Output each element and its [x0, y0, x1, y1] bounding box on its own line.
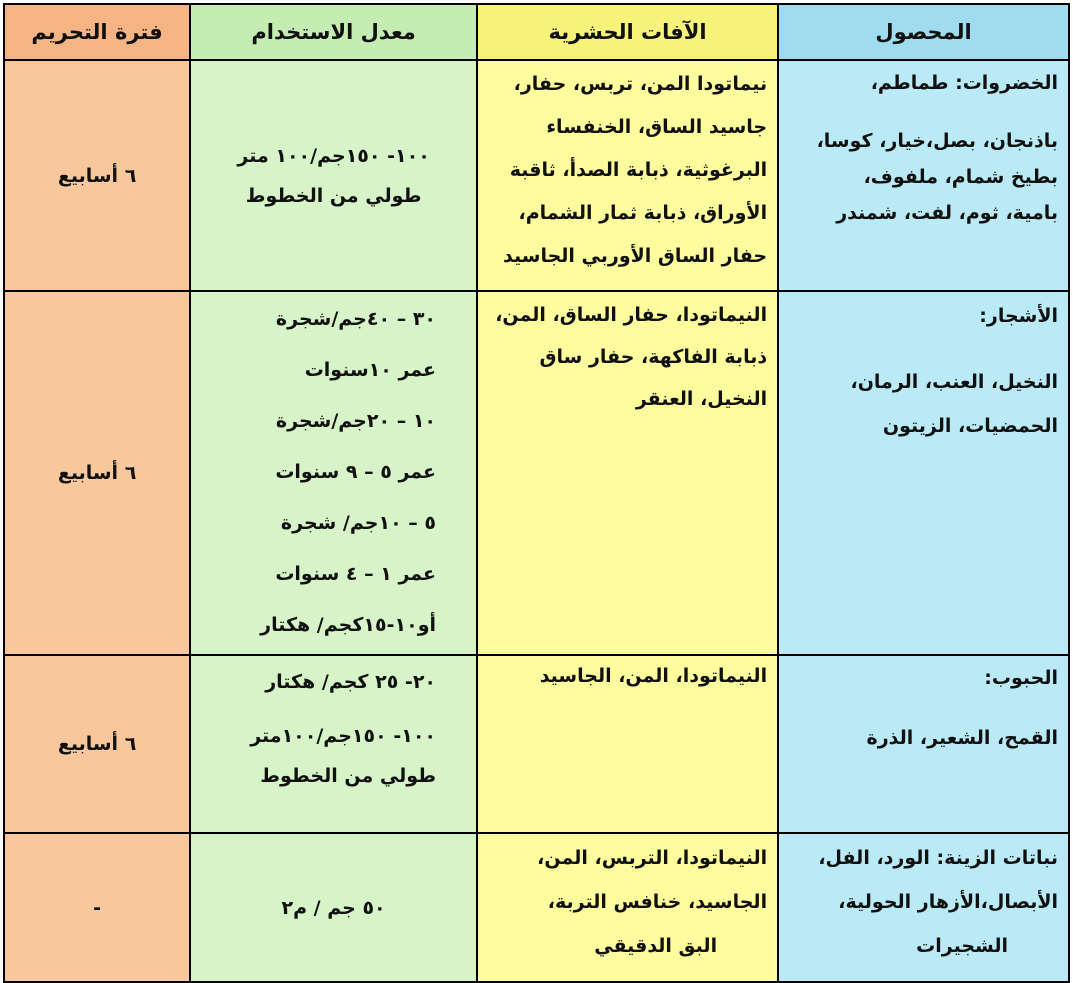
header-crop: المحصول — [778, 4, 1069, 60]
crop-line: بامية، ثوم، لفت، شمندر — [836, 202, 1058, 224]
pest-line: البق الدقيقي — [594, 935, 718, 957]
pest-line: جاسيد الساق، الخنفساء — [546, 116, 768, 138]
pesticide-usage-table — [3, 3, 1070, 983]
pests-cell — [477, 291, 778, 655]
rate-line: عمر ٥ – ٩ سنوات — [275, 461, 437, 483]
header-period: فترة التحريم — [4, 4, 190, 60]
rate-cell — [190, 833, 477, 982]
header-pests: الآفات الحشرية — [477, 4, 778, 60]
period-cell: ٦ أسابيع — [4, 60, 190, 291]
pest-line: ذبابة الفاكهة، حفار ساق — [539, 346, 768, 368]
crop-line: الأشجار: — [979, 305, 1058, 327]
period-cell: ٦ أسابيع — [4, 291, 190, 655]
crop-line: الأبصال،الأزهار الحولية، — [838, 891, 1058, 913]
crop-line: باذنجان، بصل،خيار، كوسا، — [816, 130, 1058, 152]
crop-cell — [778, 655, 1069, 833]
rate-line: طولي من الخطوط — [245, 184, 422, 207]
period-cell: ٦ أسابيع — [4, 655, 190, 833]
crop-line: القمح، الشعير، الذرة — [866, 727, 1058, 749]
crop-line: نباتات الزينة: الورد، الفل، — [818, 847, 1058, 869]
pest-line: النخيل، العنقر — [635, 388, 768, 410]
pest-line: الأوراق، ذبابة ثمار الشمام، — [518, 202, 768, 224]
crop-line: الخضروات: طماطم، — [870, 72, 1058, 94]
pest-line: البرغوثية، ذبابة الصدأ، ثاقبة — [509, 159, 768, 181]
rate-line: أو١٠-١٥كجم/ هكتار — [260, 614, 437, 636]
table-row-ornamentals — [4, 833, 1069, 982]
pest-line: النيماتودا، التربس، المن، — [537, 847, 768, 869]
table-row-grains — [4, 655, 1069, 833]
crop-cell — [778, 833, 1069, 982]
crop-line: النخيل، العنب، الرمان، — [850, 371, 1058, 393]
rate-line: طولي من الخطوط — [260, 765, 437, 787]
rate-line: عمر ١ – ٤ سنوات — [275, 563, 437, 585]
pests-cell — [477, 60, 778, 291]
crop-cell — [778, 291, 1069, 655]
rate-line: ١٠٠- ١٥٠جم/١٠٠متر — [250, 725, 437, 747]
pest-line: الجاسيد، خنافس التربة، — [547, 891, 768, 913]
pests-cell — [477, 655, 778, 833]
pest-line: حفار الساق الأوربي الجاسيد — [503, 245, 768, 267]
rate-line: ٣٠ – ٤٠جم/شجرة — [275, 308, 437, 330]
rate-cell — [190, 291, 477, 655]
period-cell: - — [4, 833, 190, 982]
rate-line: ١٠٠- ١٥٠جم/١٠٠ متر — [237, 144, 430, 167]
rate-line: ٥٠ جم / م٢ — [281, 896, 386, 919]
rate-line: عمر ١٠سنوات — [304, 359, 437, 381]
rate-line: ٥ – ١٠جم/ شجرة — [280, 512, 437, 534]
crop-line: الحمضيات، الزيتون — [882, 415, 1058, 437]
table-row-trees — [4, 291, 1069, 655]
pest-line: النيماتودا، المن، الجاسيد — [539, 665, 768, 687]
rate-line: ٢٠- ٢٥ كجم/ هكتار — [265, 671, 437, 693]
pest-line: النيماتودا، حفار الساق، المن، — [495, 304, 768, 326]
header-rate: معدل الاستخدام — [190, 4, 477, 60]
rate-line: ١٠ – ٢٠جم/شجرة — [275, 410, 437, 432]
table-row-vegetables — [4, 60, 1069, 291]
rate-cell — [190, 60, 477, 291]
crop-line: الشجيرات — [916, 935, 1008, 957]
pest-line: نيماتودا المن، تربس، حفار، — [513, 73, 768, 95]
crop-line: بطيخ شمام، ملفوف، — [863, 166, 1058, 188]
crop-line: الحبوب: — [984, 667, 1058, 689]
rate-cell — [190, 655, 477, 833]
pesticide-table-container — [3, 3, 1070, 965]
crop-cell — [778, 60, 1069, 291]
header-row — [4, 4, 1069, 60]
pests-cell — [477, 833, 778, 982]
